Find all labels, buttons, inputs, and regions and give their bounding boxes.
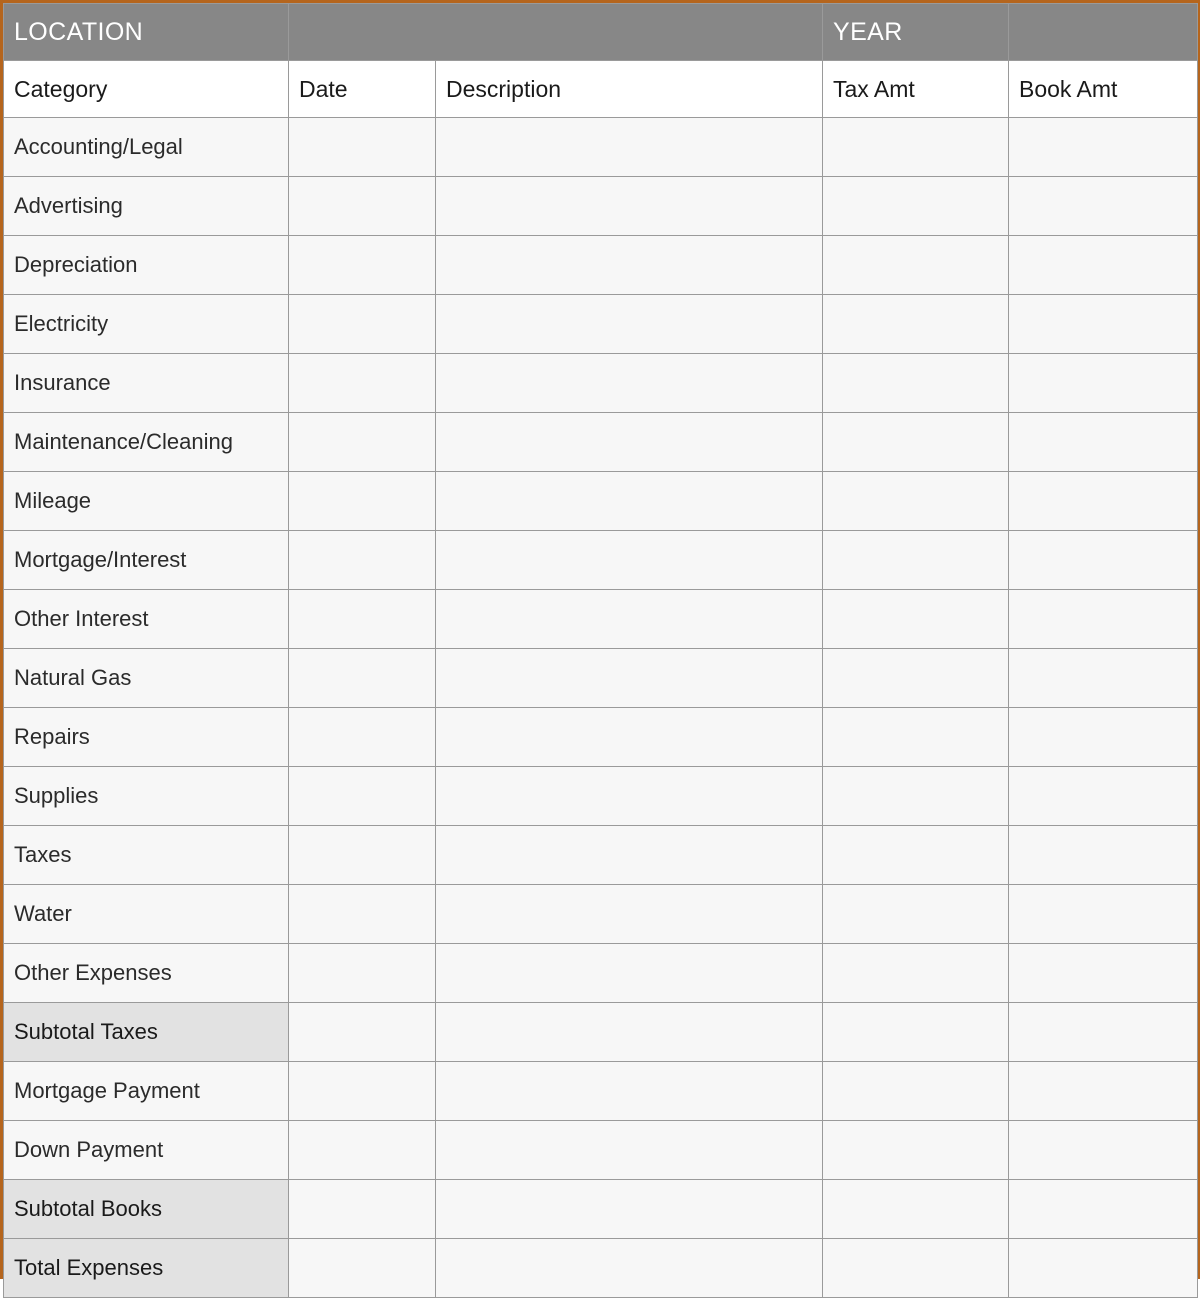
row-date-field[interactable] (289, 590, 436, 649)
row-book-amt-field[interactable] (1009, 767, 1198, 826)
row-book-amt-field[interactable] (1009, 177, 1198, 236)
table-row (4, 944, 1198, 1003)
row-book-amt-field[interactable] (1009, 295, 1198, 354)
subtotal-taxes-label: Subtotal Taxes (4, 1003, 289, 1062)
row-description-field[interactable] (436, 236, 823, 295)
row-tax-amt-field[interactable] (823, 531, 1009, 590)
table-row (4, 590, 1198, 649)
total-row (4, 1239, 1198, 1298)
row-category-label: Depreciation (4, 236, 289, 295)
row-description-field[interactable] (436, 531, 823, 590)
row-description-field[interactable] (436, 295, 823, 354)
row-date-field[interactable] (289, 531, 436, 590)
row-category-label: Mortgage Payment (4, 1062, 289, 1121)
table-row (4, 826, 1198, 885)
row-tax-amt-field[interactable] (823, 413, 1009, 472)
row-date-field[interactable] (289, 649, 436, 708)
row-tax-amt-field[interactable] (823, 177, 1009, 236)
row-category-label: Water (4, 885, 289, 944)
row-tax-amt-field[interactable] (823, 649, 1009, 708)
table-row (4, 413, 1198, 472)
row-tax-amt-field[interactable] (823, 1180, 1009, 1239)
table-row (4, 885, 1198, 944)
location-value-field[interactable] (289, 4, 823, 61)
row-description-field[interactable] (436, 708, 823, 767)
row-description-field[interactable] (436, 413, 823, 472)
row-tax-amt-field[interactable] (823, 708, 1009, 767)
row-category-label: Mortgage/Interest (4, 531, 289, 590)
column-header-description: Description (436, 61, 823, 118)
row-description-field[interactable] (436, 767, 823, 826)
subtotal-row (4, 1003, 1198, 1062)
row-book-amt-field[interactable] (1009, 649, 1198, 708)
row-category-label: Advertising (4, 177, 289, 236)
row-tax-amt-field[interactable] (823, 885, 1009, 944)
row-category-label: Accounting/Legal (4, 118, 289, 177)
row-description-field[interactable] (436, 944, 823, 1003)
row-description-field[interactable] (436, 354, 823, 413)
row-tax-amt-field[interactable] (823, 1239, 1009, 1298)
row-date-field[interactable] (289, 413, 436, 472)
row-date-field[interactable] (289, 767, 436, 826)
row-category-label: Mileage (4, 472, 289, 531)
row-book-amt-field[interactable] (1009, 590, 1198, 649)
table-row (4, 354, 1198, 413)
expense-table (3, 3, 1198, 1298)
row-tax-amt-field[interactable] (823, 236, 1009, 295)
year-value-field[interactable] (1009, 4, 1198, 61)
row-description-field[interactable] (436, 1003, 823, 1062)
row-tax-amt-field[interactable] (823, 1121, 1009, 1180)
row-book-amt-field[interactable] (1009, 1180, 1198, 1239)
subtotal-books-label: Subtotal Books (4, 1180, 289, 1239)
table-row (4, 118, 1198, 177)
row-book-amt-field[interactable] (1009, 885, 1198, 944)
row-description-field[interactable] (436, 1239, 823, 1298)
row-date-field[interactable] (289, 295, 436, 354)
row-book-amt-field[interactable] (1009, 826, 1198, 885)
row-date-field[interactable] (289, 944, 436, 1003)
table-row (4, 531, 1198, 590)
column-header-row (4, 61, 1198, 118)
table-row (4, 295, 1198, 354)
row-description-field[interactable] (436, 472, 823, 531)
row-description-field[interactable] (436, 1062, 823, 1121)
row-book-amt-field[interactable] (1009, 118, 1198, 177)
row-description-field[interactable] (436, 826, 823, 885)
row-date-field[interactable] (289, 1121, 436, 1180)
table-row (4, 767, 1198, 826)
row-date-field[interactable] (289, 472, 436, 531)
row-category-label: Maintenance/Cleaning (4, 413, 289, 472)
row-tax-amt-field[interactable] (823, 1062, 1009, 1121)
total-expenses-label: Total Expenses (4, 1239, 289, 1298)
table-row (4, 177, 1198, 236)
table-row (4, 1121, 1198, 1180)
row-book-amt-field[interactable] (1009, 708, 1198, 767)
row-tax-amt-field[interactable] (823, 1003, 1009, 1062)
row-book-amt-field[interactable] (1009, 1003, 1198, 1062)
row-date-field[interactable] (289, 826, 436, 885)
table-body (4, 4, 1198, 1298)
row-date-field[interactable] (289, 708, 436, 767)
row-tax-amt-field[interactable] (823, 118, 1009, 177)
row-book-amt-field[interactable] (1009, 354, 1198, 413)
year-label: YEAR (823, 4, 1009, 61)
row-date-field[interactable] (289, 236, 436, 295)
row-tax-amt-field[interactable] (823, 767, 1009, 826)
row-date-field[interactable] (289, 1180, 436, 1239)
table-row (4, 649, 1198, 708)
column-header-date: Date (289, 61, 436, 118)
row-date-field[interactable] (289, 1003, 436, 1062)
row-book-amt-field[interactable] (1009, 236, 1198, 295)
row-date-field[interactable] (289, 177, 436, 236)
row-category-label: Taxes (4, 826, 289, 885)
row-description-field[interactable] (436, 885, 823, 944)
row-category-label: Down Payment (4, 1121, 289, 1180)
row-tax-amt-field[interactable] (823, 944, 1009, 1003)
table-row (4, 1062, 1198, 1121)
row-book-amt-field[interactable] (1009, 1062, 1198, 1121)
table-row (4, 236, 1198, 295)
column-header-category: Category (4, 61, 289, 118)
row-book-amt-field[interactable] (1009, 531, 1198, 590)
table-row (4, 708, 1198, 767)
row-book-amt-field[interactable] (1009, 472, 1198, 531)
row-date-field[interactable] (289, 118, 436, 177)
row-date-field[interactable] (289, 1062, 436, 1121)
row-tax-amt-field[interactable] (823, 472, 1009, 531)
row-tax-amt-field[interactable] (823, 826, 1009, 885)
row-book-amt-field[interactable] (1009, 1239, 1198, 1298)
column-header-tax-amt: Tax Amt (823, 61, 1009, 118)
row-book-amt-field[interactable] (1009, 944, 1198, 1003)
row-category-label: Electricity (4, 295, 289, 354)
row-book-amt-field[interactable] (1009, 413, 1198, 472)
row-tax-amt-field[interactable] (823, 590, 1009, 649)
subtotal-row (4, 1180, 1198, 1239)
row-category-label: Supplies (4, 767, 289, 826)
row-date-field[interactable] (289, 1239, 436, 1298)
column-header-book-amt: Book Amt (1009, 61, 1198, 118)
row-description-field[interactable] (436, 649, 823, 708)
row-category-label: Other Interest (4, 590, 289, 649)
row-category-label: Other Expenses (4, 944, 289, 1003)
row-description-field[interactable] (436, 177, 823, 236)
row-category-label: Repairs (4, 708, 289, 767)
row-tax-amt-field[interactable] (823, 354, 1009, 413)
banner-row (4, 4, 1198, 61)
row-description-field[interactable] (436, 590, 823, 649)
location-label: LOCATION (4, 4, 289, 61)
row-description-field[interactable] (436, 1121, 823, 1180)
row-description-field[interactable] (436, 118, 823, 177)
row-tax-amt-field[interactable] (823, 295, 1009, 354)
row-book-amt-field[interactable] (1009, 1121, 1198, 1180)
table-row (4, 472, 1198, 531)
row-date-field[interactable] (289, 885, 436, 944)
row-description-field[interactable] (436, 1180, 823, 1239)
row-category-label: Insurance (4, 354, 289, 413)
row-date-field[interactable] (289, 354, 436, 413)
row-category-label: Natural Gas (4, 649, 289, 708)
